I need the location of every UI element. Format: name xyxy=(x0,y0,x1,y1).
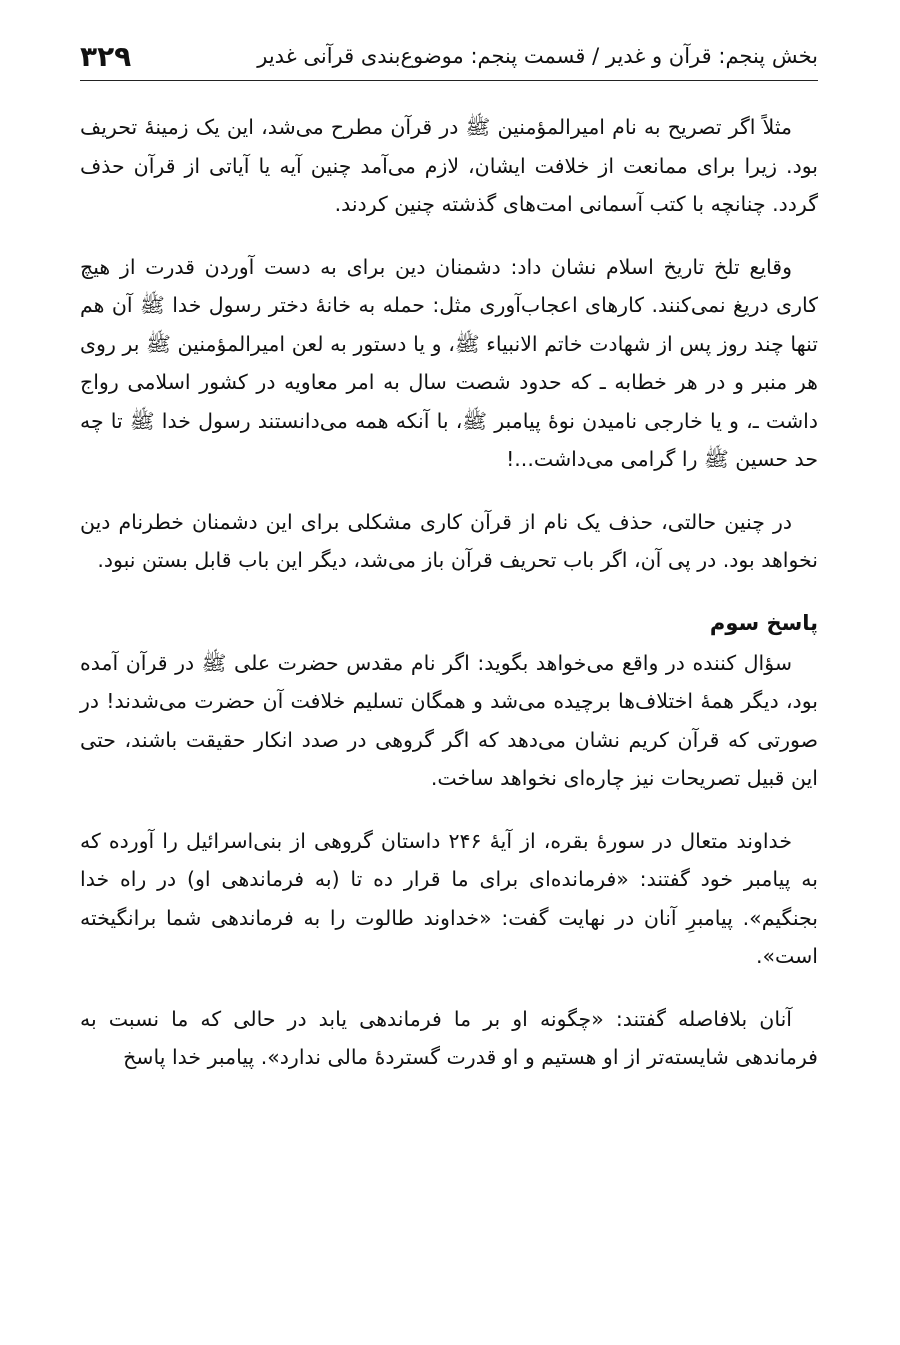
running-header xyxy=(80,34,818,78)
section-heading: پاسخ سوم xyxy=(709,610,818,635)
running-header-title: بخش پنجم: قرآن و غدیر / قسمت پنجم: موضوع‌بندی قرآنی غدیر xyxy=(257,44,818,68)
paragraph: آنان بلافاصله گفتند: «چگونه او بر ما فرماندهی یابد در حالی که ما نسبت به فرماندهی شایسته‌تر از او هستیم و او قدرت گستردهٔ مالی ندارد». پیامبر خدا پاسخ xyxy=(80,1006,818,1069)
paragraph: سؤال کننده در واقع می‌خواهد بگوید: اگر نام مقدس حضرت علی ﷺ در قرآن آمده بود، دیگر همهٔ اختلاف‌ها برچیده می‌شد و همگان تسلیم خلافت آن حضرت می‌شدند! در صورتی که قرآن کریم نشان می‌دهد که اگر گروهی در صدد انکار حقیقت باشند، حتی این قبیل تصریحات نیز چاره‌ای نخواهد ساخت. xyxy=(80,650,818,790)
paragraph: در چنین حالتی، حذف یک نام از قرآن کاری مشکلی برای این دشمنان خطرنام دین نخواهد بود. در پی آن، اگر باب تحریف قرآن باز می‌شد، دیگر این باب قابل بستن نبود. xyxy=(80,509,818,572)
page-number: ۳۲۹ xyxy=(80,39,132,73)
paragraph: خداوند متعال در سورهٔ بقره، از آیهٔ ۲۴۶ داستان گروهی از بنی‌اسرائیل را آورده که به پیامبر خود گفتند: «فرمانده‌ای برای ما قرار ده تا (به فرماندهی او) در راه خدا بجنگیم». پیامبرِ آنان در نهایت گفت: «خداوند طالوت را به فرماندهی شما برانگیخته است». xyxy=(80,828,818,968)
header-rule xyxy=(80,80,818,81)
page-body xyxy=(80,108,818,1101)
paragraph: وقایع تلخ تاریخ اسلام نشان داد: دشمنان دین برای به دست آوردن قدرت از هیچ کاری دریغ نمی‌کنند. کارهای اعجاب‌آوری مثل: حمله به خانهٔ دختر رسول خدا ﷺ آن هم تنها چند روز پس از شهادت خاتم الانبیاء ﷺ، و یا دستور به لعن امیرالمؤمنین ﷺ بر روی هر منبر و در هر خطابه ـ که حدود شصت سال به امر معاویه در کشور اسلامی رواج داشت ـ، و یا خارجی نامیدن نوهٔ پیامبر ﷺ، با آنکه همه می‌دانستند رسول خدا ﷺ تا چه حد حسین ﷺ را گرامی می‌داشت...! xyxy=(80,254,818,471)
paragraph: مثلاً اگر تصریح به نام امیرالمؤمنین ﷺ در قرآن مطرح می‌شد، این یک زمینهٔ تحریف بود. زیرا برای ممانعت از خلافت ایشان، لازم می‌آمد چنین آیه یا آیاتی از قرآن حذف گردد. چنانچه با کتب آسمانی امت‌های گذشته چنین کردند. xyxy=(80,115,818,216)
